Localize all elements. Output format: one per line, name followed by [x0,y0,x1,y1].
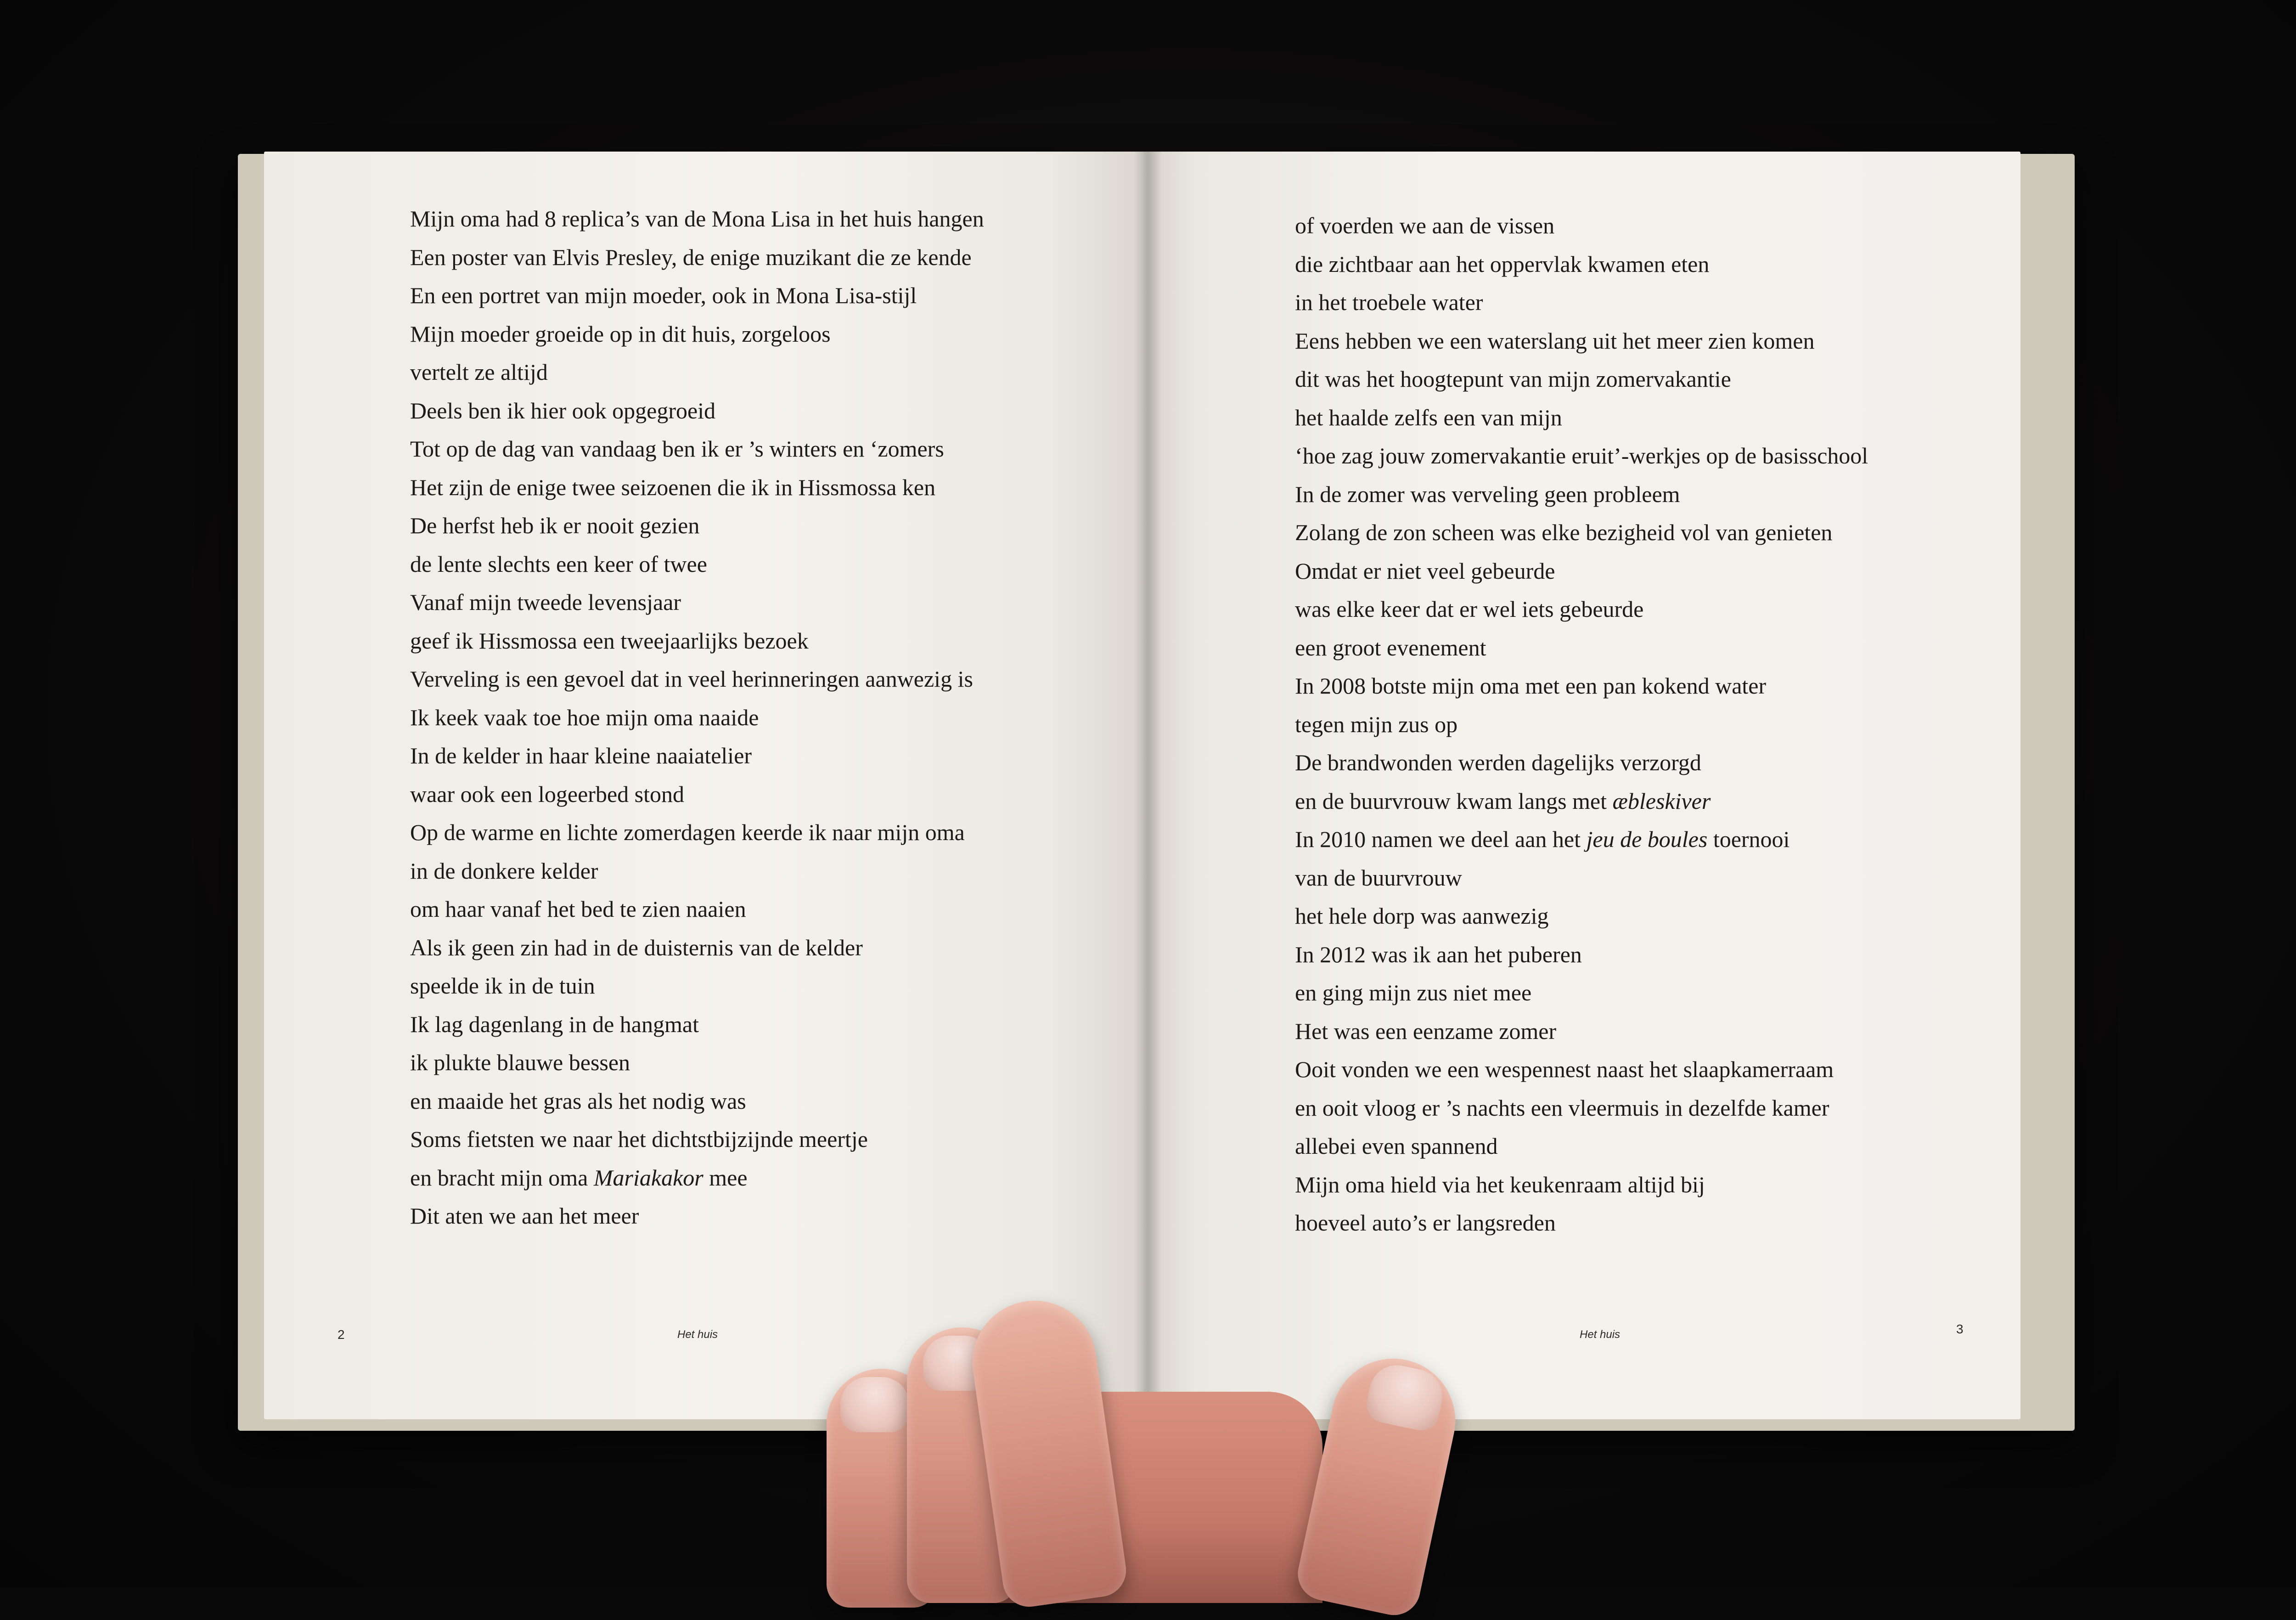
poem-line: In 2010 namen we deel aan het jeu de boules toernooi [1295,826,1790,852]
page-number-right: 3 [1956,1322,1964,1336]
left-page [264,152,1157,1419]
poem-line: In de zomer was verveling geen probleem [1295,481,1680,507]
running-head-left: Het huis [677,1328,718,1341]
poem-line: Tot op de dag van vandaag ben ik er ’s winters en ‘zomers [410,436,944,462]
poem-line: in het troebele water [1295,289,1483,315]
poem-line: geef ik Hissmossa een tweejaarlijks bezoek [410,627,809,654]
page-number-left: 2 [338,1327,345,1342]
poem-line: Op de warme en lichte zomerdagen keerde ik naar mijn oma [410,819,965,845]
poem-line: Eens hebben we een waterslang uit het meer zien komen [1295,327,1815,354]
poem-line: van de buurvrouw [1295,864,1462,891]
poem-line: Dit aten we aan het meer [410,1203,639,1229]
poem-line: de lente slechts een keer of twee [410,551,707,577]
fingernail [840,1377,909,1432]
right-page [1143,152,2020,1419]
running-head-right: Het huis [1580,1328,1621,1341]
poem-line: of voerden we aan de vissen [1295,213,1555,238]
poem-line: en ooit vloog er ’s nachts een vleermuis in dezelfde kamer [1295,1095,1829,1121]
poem-line: De brandwonden werden dagelijks verzorgd [1295,750,1701,775]
poem-line: Ooit vonden we een wespennest naast het slaapkamerraam [1295,1056,1834,1082]
poem-line: tegen mijn zus op [1295,711,1458,737]
poem-line: Deels ben ik hier ook opgegroeid [410,397,716,423]
poem-line: om haar vanaf het bed te zien naaien [410,896,746,922]
left-poem [410,200,984,1236]
poem-line: In 2008 botste mijn oma met een pan kokend water [1295,673,1767,699]
poem-line: Mijn oma hield via het keukenraam altijd bij [1295,1171,1705,1197]
poem-line: ‘hoe zag jouw zomervakantie eruit’-werkjes op de basisschool [1295,443,1868,469]
poem-line: Het was een eenzame zomer [1295,1018,1557,1044]
poem-line: een groot evenement [1295,634,1486,660]
italic-term: æbleskiver [1612,788,1711,814]
poem-line: Een poster van Elvis Presley, de enige muzikant die ze kende [410,244,972,270]
poem-line: speelde ik in de tuin [410,973,595,999]
poem-line: in de donkere kelder [410,858,598,884]
poem-line: het haalde zelfs een van mijn [1295,404,1562,430]
poem-line: Zolang de zon scheen was elke bezigheid vol van genieten [1295,519,1833,545]
poem-line: hoeveel auto’s er langsreden [1295,1210,1556,1236]
poem-line: Het zijn de enige twee seizoenen die ik in Hissmossa ken [410,474,936,500]
poem-line: het hele dorp was aanwezig [1295,903,1549,929]
poem-line: waar ook een logeerbed stond [410,781,684,807]
poem-line: ik plukte blauwe bessen [410,1050,630,1075]
poem-line: Mijn oma had 8 replica’s van de Mona Lisa in het huis hangen [410,206,984,231]
poem-line: en ging mijn zus niet mee [1295,980,1532,1005]
poem-line: Soms fietsten we naar het dichtstbijzijnde meertje [410,1126,868,1152]
poem-line: Omdat er niet veel gebeurde [1295,558,1555,584]
italic-term: jeu de boules [1586,826,1708,852]
poem-line: In 2012 was ik aan het puberen [1295,941,1582,967]
poem-line: allebei even spannend [1295,1133,1498,1159]
poem-line: De herfst heb ik er nooit gezien [410,513,700,538]
poem-line: Mijn moeder groeide op in dit huis, zorgeloos [410,321,831,347]
poem-line: Vanaf mijn tweede levensjaar [410,589,681,615]
poem-line: Verveling is een gevoel dat in veel herinneringen aanwezig is [410,666,973,692]
poem-line: En een portret van mijn moeder, ook in Mona Lisa-stijl [410,282,917,308]
poem-line: en de buurvrouw kwam langs met æbleskiver [1295,788,1711,814]
poem-line: die zichtbaar aan het oppervlak kwamen eten [1295,251,1710,277]
poem-line: Als ik geen zin had in de duisternis van de kelder [410,934,863,960]
italic-term: Mariakakor [593,1164,703,1191]
book-gutter [1134,152,1162,1419]
poem-line: was elke keer dat er wel iets gebeurde [1295,596,1644,622]
poem-line: en maaide het gras als het nodig was [410,1088,746,1114]
poem-line: en bracht mijn oma Mariakakor mee [410,1164,748,1191]
poem-line: vertelt ze altijd [410,359,548,385]
poem-line: Ik keek vaak toe hoe mijn oma naaide [410,704,759,730]
poem-line: In de kelder in haar kleine naaiatelier [410,743,752,768]
poem-line: dit was het hoogtepunt van mijn zomervakantie [1295,366,1731,392]
poem-line: Ik lag dagenlang in de hangmat [410,1011,699,1037]
right-poem [1295,207,1868,1242]
